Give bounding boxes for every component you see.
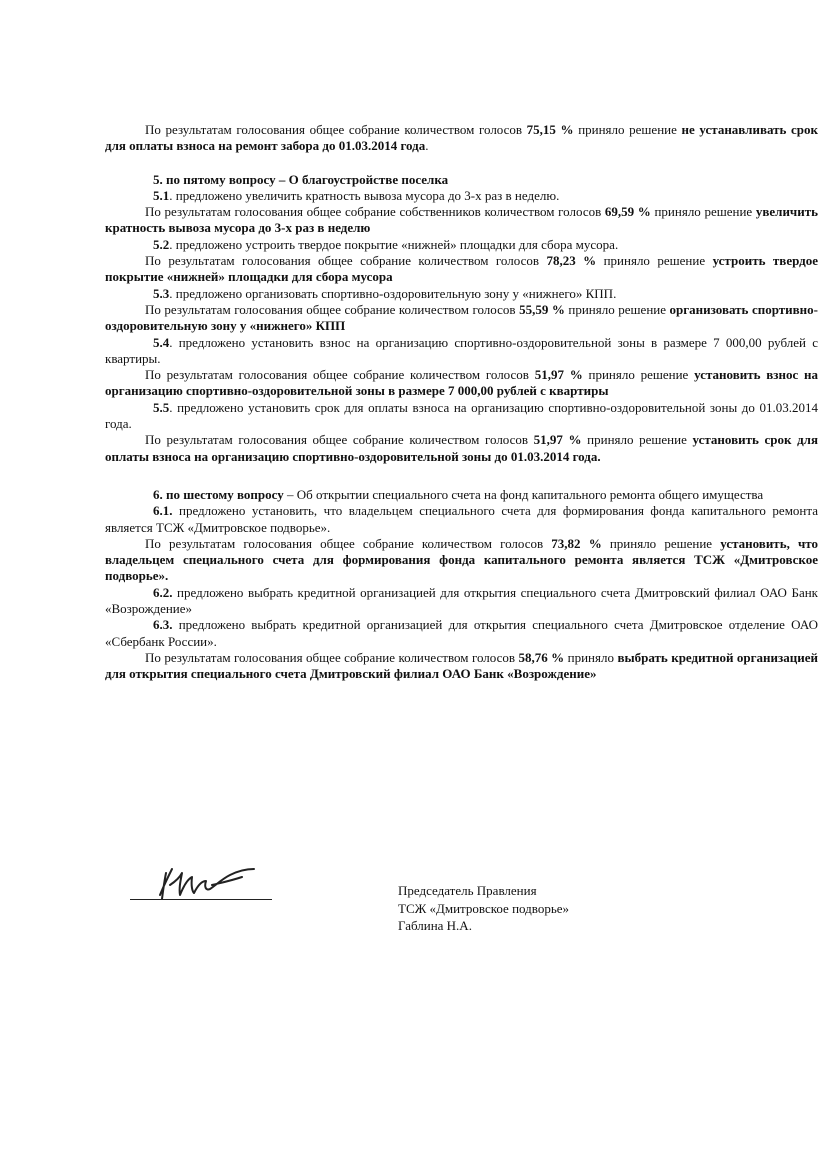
bold-text-run: 5. по пятому вопросу – О благоустройстве поселка	[153, 171, 449, 187]
bold-text-run: 55,59 %	[519, 301, 565, 317]
text-run: По результатам голосования общее собрание количеством голосов	[145, 301, 520, 317]
bold-text-run: 5.2	[153, 236, 170, 252]
bold-text-run: 58,76 %	[518, 649, 565, 665]
text-run: . предложено устроить твердое покрытие «нижней» площадки для сбора мусора.	[169, 236, 619, 252]
paragraph	[105, 335, 818, 368]
paragraph	[105, 237, 818, 253]
bold-text-run: установить, что владельцем специального счета для формирования фонда капитального ремонта является ТСЖ «Дмитровское подворье».	[105, 535, 819, 584]
text-run: приняло решение	[601, 535, 721, 551]
paragraph	[105, 536, 818, 585]
text-run: . предложено увеличить кратность вывоза мусора до 3-х раз в неделю.	[169, 187, 560, 203]
signature-line	[130, 899, 272, 900]
handwritten-signature-icon	[130, 855, 280, 915]
bold-text-run: 5.5	[153, 399, 170, 415]
text-run: приняло решение	[581, 432, 693, 448]
bold-text-run: установить срок для оплаты взноса на организацию спортивно-оздоровительной зоны до 01.03.2014 года.	[105, 432, 818, 464]
text-run: приняло решение	[582, 367, 695, 383]
bold-text-run: 6.3.	[153, 617, 173, 633]
text-run: предложено выбрать кредитной организацией для открытия специального счета Дмитровский филиал ОАО Банк «Возрождение»	[105, 584, 818, 617]
text-run: По результатам голосования общее собрание количеством голосов	[145, 432, 534, 448]
signatory-position: Председатель Правления	[398, 883, 537, 898]
paragraph	[105, 302, 818, 335]
text-run: приняло решение	[650, 204, 756, 220]
text-run: По результатам голосования общее собрание количеством голосов	[145, 253, 547, 269]
paragraph	[105, 122, 818, 155]
text-run: По результатам голосования общее собрание количеством голосов	[145, 535, 552, 551]
bold-text-run: 5.1	[153, 187, 170, 203]
text-run: По результатам голосования общее собрание количеством голосов	[145, 122, 527, 137]
bold-text-run: 5.3	[153, 285, 170, 301]
signatory-block	[398, 882, 569, 935]
bold-text-run: устроить твердое покрытие «нижней» площадки для сбора мусора	[105, 253, 818, 285]
paragraph	[105, 188, 818, 204]
bold-text-run: 51,97 %	[533, 432, 582, 448]
bold-text-run: 51,97 %	[534, 367, 583, 383]
paragraph	[105, 367, 818, 400]
bold-text-run: установить взнос на организацию спортивно-оздоровительной зоны в размере 7 000,00 рублей с квартиры	[105, 367, 818, 399]
bold-text-run: 78,23 %	[546, 253, 597, 269]
paragraph	[105, 503, 818, 536]
text-run: приняло решение	[573, 122, 682, 137]
text-run: приняло решение	[596, 253, 713, 269]
paragraph	[105, 286, 818, 302]
signatory-name: Габлина Н.А.	[398, 918, 472, 933]
text-run: По результатам голосования общее собрание собственников количеством голосов	[145, 204, 605, 220]
paragraph-spacer	[105, 465, 818, 487]
paragraph	[105, 585, 818, 618]
paragraph-spacer	[105, 155, 818, 172]
text-run: предложено выбрать кредитной организацией для открытия специального счета Дмитровское отделение ОАО «Сбербанк России».	[105, 617, 818, 649]
paragraph	[105, 487, 818, 503]
text-run: По результатам голосования общее собрание количеством голосов	[145, 367, 535, 383]
text-run: .	[425, 138, 429, 154]
text-run: приняло	[564, 649, 618, 665]
bold-text-run: не устанавливать срок для оплаты взноса на ремонт забора до 01.03.2014 года	[105, 122, 819, 154]
paragraph	[105, 204, 818, 237]
paragraph	[105, 650, 818, 683]
signatory-organization: ТСЖ «Дмитровское подворье»	[398, 900, 570, 916]
document-body	[105, 122, 818, 683]
bold-text-run: 5.4	[153, 334, 170, 350]
text-run: предложено установить, что владельцем специального счета для формирования фонда капитального ремонта является ТСЖ «Дмитровское подворье».	[105, 503, 818, 535]
text-run: приняло решение	[564, 301, 670, 317]
bold-text-run: 69,59 %	[604, 204, 651, 220]
bold-text-run: 6.2.	[153, 584, 173, 600]
paragraph	[105, 253, 818, 286]
bold-text-run: 75,15 %	[526, 122, 574, 137]
bold-text-run: 6.1.	[153, 503, 173, 519]
text-run: . предложено установить срок для оплаты взноса на организацию спортивно-оздоровительной зоны до 01.03.2014 года.	[105, 399, 818, 432]
bold-text-run: 6. по шестому вопросу	[153, 486, 284, 502]
text-run: По результатам голосования общее собрание количеством голосов	[145, 649, 519, 665]
text-run: . предложено установить взнос на организацию спортивно-оздоровительной зоны в размере 7 000,00 рублей с квартиры.	[105, 334, 818, 366]
bold-text-run: увеличить кратность вывоза мусора до 3-х раз в неделю	[105, 204, 819, 236]
text-run: . предложено организовать спортивно-оздоровительную зону у «нижнего» КПП.	[169, 285, 617, 301]
bold-text-run: выбрать кредитной организацией для открытия специального счета Дмитровский филиал ОАО Банк «Возрождение»	[105, 649, 819, 682]
paragraph	[105, 400, 818, 433]
paragraph	[105, 172, 818, 188]
paragraph	[105, 432, 818, 465]
paragraph	[105, 617, 818, 650]
text-run: – Об открытии специального счета на фонд капитального ремонта общего имущества	[283, 486, 764, 502]
bold-text-run: организовать спортивно-оздоровительную зону у «нижнего» КПП	[105, 301, 819, 334]
bold-text-run: 73,82 %	[551, 535, 602, 551]
